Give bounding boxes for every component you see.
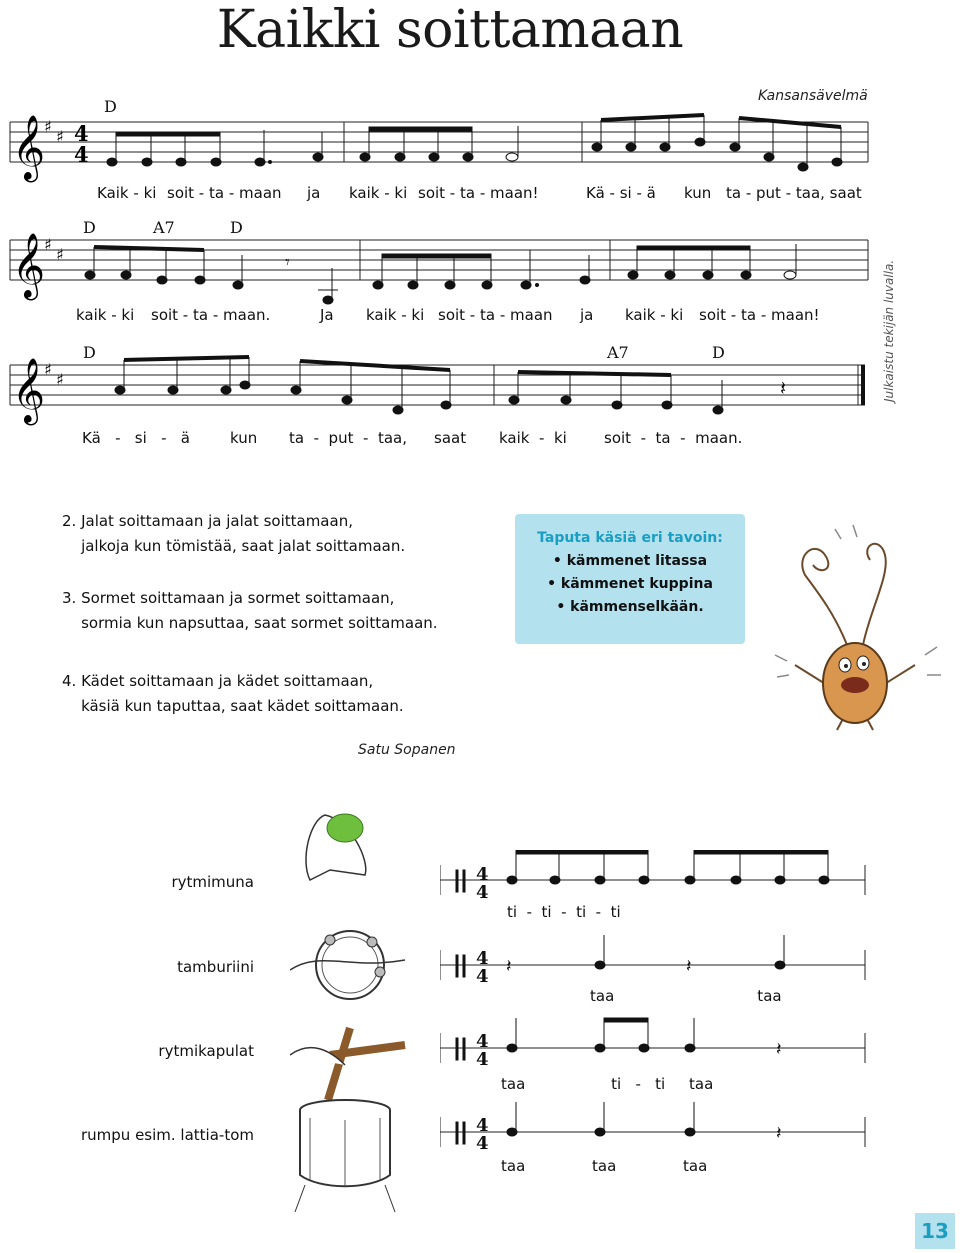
sharp-icon: ♯ [44, 117, 52, 136]
treble-clef-icon: 𝄞 [12, 233, 46, 298]
lyric: kun [684, 184, 712, 202]
verse-3: 3. Sormet soittamaan ja sormet soittamaan, sormia kun napsuttaa, saat sormet soittamaan. [62, 589, 438, 632]
chord: D [83, 343, 96, 362]
sheet-music [0, 0, 960, 470]
svg-text:4: 4 [476, 1133, 489, 1154]
sharp-icon: ♯ [44, 235, 52, 254]
egg-shaker-icon [306, 814, 366, 880]
svg-text:𝄾: 𝄾 [285, 252, 290, 273]
instrument-label: rumpu esim. lattia-tom [80, 1126, 254, 1144]
treble-clef-icon: 𝄞 [12, 115, 46, 180]
svg-text:4: 4 [476, 948, 489, 969]
svg-text:𝄽: 𝄽 [776, 1123, 782, 1144]
permission-note: Julkaistu tekijän luvalla. [882, 259, 896, 402]
lyric: Kaik - ki [97, 184, 157, 202]
tambourine-icon [290, 931, 405, 999]
lyric: Kä - si - ä [586, 184, 656, 202]
lyric: kaik - ki [76, 306, 135, 324]
lyric: ta - put - taa, [289, 429, 407, 447]
lyric: Kä - si - ä [82, 429, 190, 447]
lyric: ta - put - taa, saat [726, 184, 862, 202]
svg-text:𝄽: 𝄽 [506, 956, 512, 977]
lyric: soit - ta - maan [438, 306, 553, 324]
staff-2 [10, 233, 868, 304]
rhythm-sticks-icon [290, 1028, 405, 1100]
lyric: kaik - ki [349, 184, 408, 202]
instrument-label: rytmikapulat [158, 1042, 254, 1060]
chord: D [230, 218, 243, 237]
tip-title: Taputa käsiä eri tavoin: [537, 530, 723, 546]
rhythm-notation [440, 850, 870, 1170]
drum-icon [295, 1100, 395, 1212]
staff-3 [10, 357, 865, 425]
lyric: ja [307, 184, 321, 202]
chord: D [83, 218, 96, 237]
chord: D [712, 343, 725, 362]
svg-text:𝄽: 𝄽 [776, 1039, 782, 1060]
lyric: kaik - ki [499, 429, 567, 447]
svg-text:4: 4 [476, 864, 489, 885]
svg-text:4: 4 [74, 142, 89, 167]
sharp-icon: ♯ [56, 370, 64, 389]
instrument-illustrations [290, 800, 420, 1220]
lyric: soit - ta - maan [167, 184, 282, 202]
tip-item: • kämmenet kuppina [547, 576, 713, 592]
lyric: saat [434, 429, 467, 447]
instrument-label: tamburiini [177, 958, 254, 976]
staff-1 [10, 115, 868, 182]
sharp-icon: ♯ [44, 360, 52, 379]
treble-clef-icon: 𝄞 [12, 358, 46, 423]
rhythm-syllables: taa taa [590, 987, 782, 1005]
chord: A7 [153, 218, 175, 237]
lyricist-credit: Satu Sopanen [358, 742, 456, 758]
rhythm-syllables: ti - ti - ti - ti [507, 903, 621, 921]
svg-text:4: 4 [476, 966, 489, 987]
lyric: soit - ta - maan! [418, 184, 539, 202]
lyric: soit - ta - maan! [699, 306, 820, 324]
svg-text:4: 4 [476, 1115, 489, 1136]
lyric: kaik - ki [625, 306, 684, 324]
tip-item: • kämmenselkään. [556, 599, 704, 615]
page-number: 13 [915, 1213, 955, 1249]
lyric: kaik - ki [366, 306, 425, 324]
page-title: Kaikki soittamaan [216, 0, 684, 60]
tip-item: • kämmenet litassa [552, 553, 708, 569]
svg-text:4: 4 [74, 121, 89, 146]
chord: A7 [607, 343, 629, 362]
sharp-icon: ♯ [56, 245, 64, 264]
lyric: Ja [320, 306, 334, 324]
verse-4: 4. Kädet soittamaan ja kädet soittamaan, käsiä kun taputtaa, saat kädet soittamaan. [62, 672, 404, 715]
quarter-rest-icon: 𝄽 [780, 376, 787, 400]
verse-2: 2. Jalat soittamaan ja jalat soittamaan, jalkoja kun tömistää, saat jalat soittamaan. [62, 512, 406, 555]
svg-text:4: 4 [476, 882, 489, 903]
lyric: soit - ta - maan. [604, 429, 743, 447]
svg-text:4: 4 [476, 1049, 489, 1070]
rhythm-syllables: taa ti - ti taa [501, 1075, 714, 1093]
svg-text:𝄽: 𝄽 [686, 956, 692, 977]
lyric: ja [580, 306, 594, 324]
bug-character-illustration [765, 515, 955, 735]
rhythm-syllables: taa taa taa [501, 1157, 708, 1175]
tip-box [515, 514, 745, 644]
composer-credit: Kansansävelmä [758, 88, 868, 104]
instrument-label: rytmimuna [171, 873, 254, 891]
chord: D [104, 97, 117, 116]
svg-text:4: 4 [476, 1031, 489, 1052]
sharp-icon: ♯ [56, 127, 64, 146]
lyric: kun [230, 429, 258, 447]
lyric: soit - ta - maan. [151, 306, 271, 324]
